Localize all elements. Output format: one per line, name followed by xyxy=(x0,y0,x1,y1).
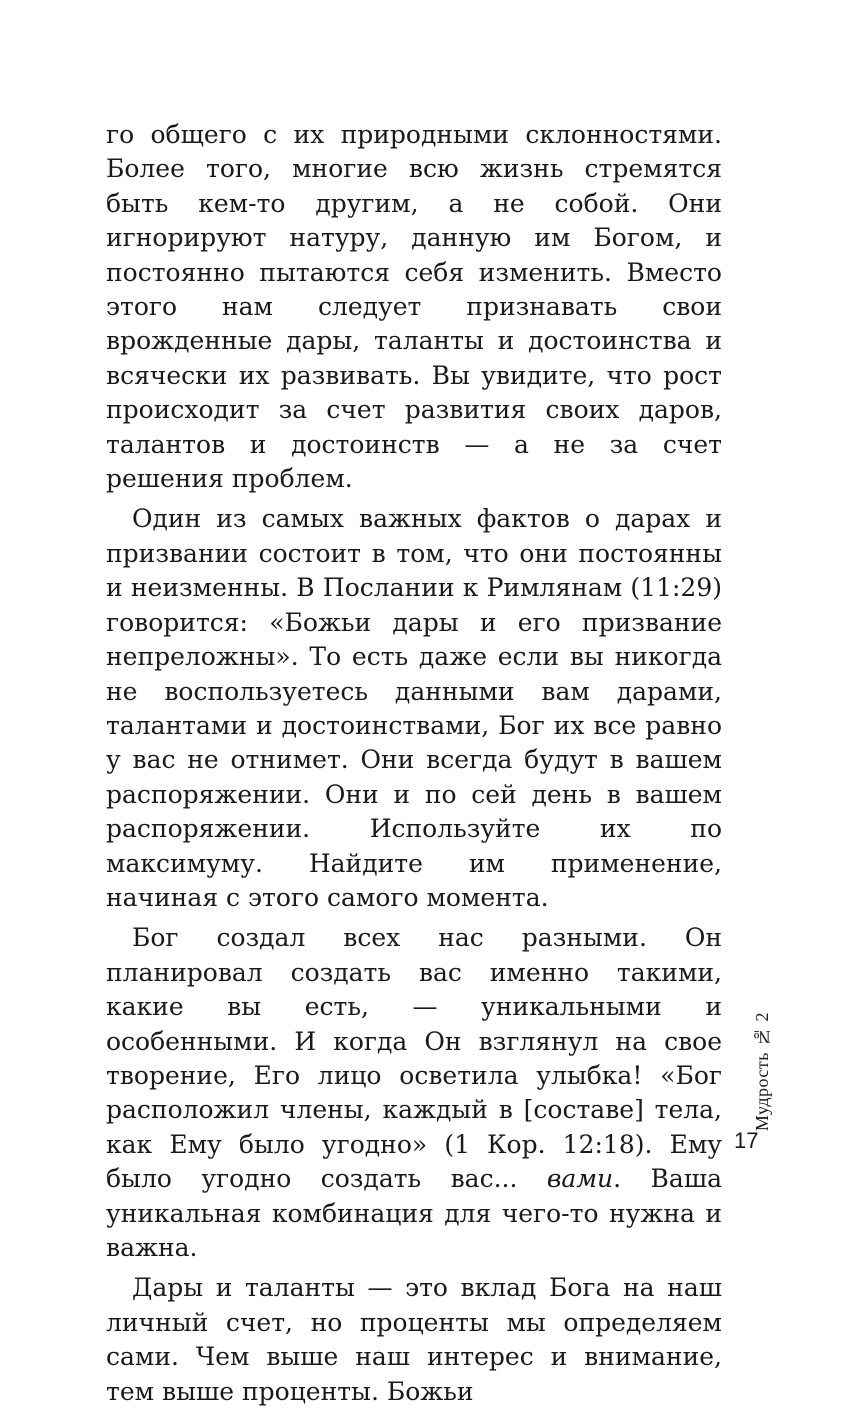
paragraph-4: Дары и таланты — это вклад Бога на наш личный счет, но проценты мы определяем сами. Чем выше наш интерес и внимание, тем выше проценты. Божьи xyxy=(106,1273,722,1406)
paragraph-3 xyxy=(106,921,722,1265)
paragraph-3-text-after: . Ваша уникальная комбинация для чего-то нужна и важна. xyxy=(106,1164,722,1262)
running-head: Мудрость № 2 xyxy=(752,1012,772,1132)
paragraph-2: Один из самых важных фактов о дарах и призвании состоит в том, что они постоянны и неизменны. В Послании к Римлянам (11:29) говорится: «Божьи дары и его призвание непреложны». То есть даже если вы никогда не воспользуетесь данными вам дарами, талантами и достоинствами, Бог их все равно у вас не отнимет. Они всегда будут в вашем распоряжении. Они и по сей день в вашем распоряжении. Используйте их по максимуму. Найдите им применение, начиная с этого самого момента. xyxy=(106,504,722,912)
paragraph-3-emphasis: вами xyxy=(546,1164,614,1194)
page-number: 17 xyxy=(734,1128,759,1153)
body-text xyxy=(106,118,722,1415)
paragraph-1: го общего с их природными склонностями. Более того, многие всю жизнь стремятся быть кем-то другим, а не собой. Они игнорируют натуру, данную им Богом, и постоянно пытаются себя изменить. Вместо этого нам следует признавать свои врожденные дары, таланты и достоинства и всячески их развивать. Вы увидите, что рост происходит за счет развития своих даров, талантов и достоинств — а не за счет решения проблем. xyxy=(106,120,722,494)
paragraph-3-text-before: Бог создал всех нас разными. Он планировал создать вас именно такими, какие вы есть, — уникальными и особенными. И когда Он взглянул на свое творение, Его лицо осветила улыбка! «Бог расположил члены, каждый в [составе] тела, как Ему было угодно» (1 Кор. 12:18). Ему было угодно создать вас... xyxy=(106,923,722,1194)
